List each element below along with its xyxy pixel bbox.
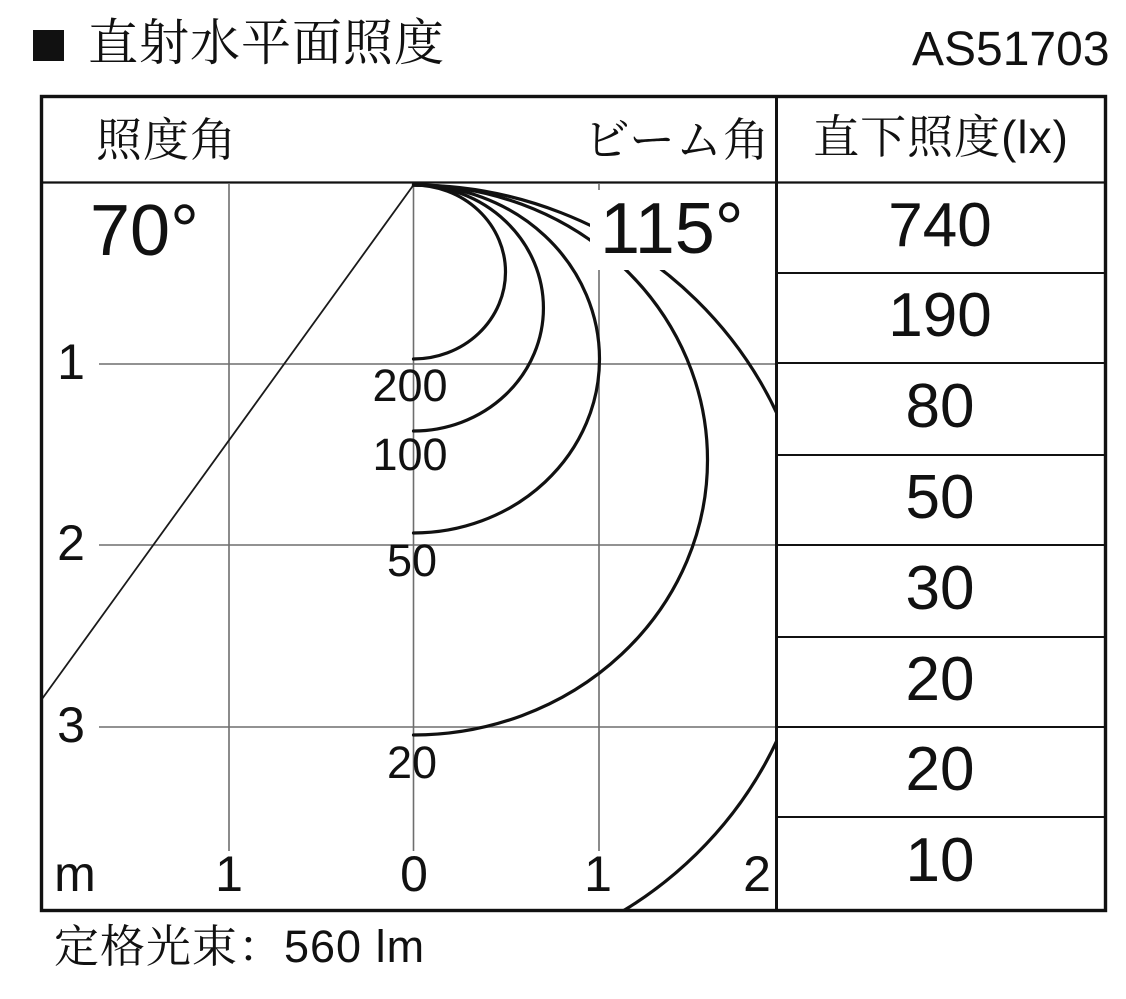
curve-label-200: 200	[372, 360, 448, 411]
table-value-2-0m: 50	[905, 463, 975, 532]
table-value-3-0m: 20	[905, 645, 975, 714]
curve-label-100: 100	[372, 429, 448, 480]
table-value-1-5m: 80	[905, 372, 975, 441]
isolux-curve-50	[414, 185, 600, 533]
rated-flux-note: 定格光束：560 lm	[54, 921, 426, 972]
illuminance-angle-value: 70°	[90, 191, 199, 271]
table-value-3-5m: 20	[905, 735, 975, 804]
product-code: AS51703	[912, 23, 1110, 76]
x-tick-left-1: 1	[215, 846, 243, 902]
x-tick-right-2: 2	[743, 846, 771, 902]
y-tick-1m: 1	[57, 334, 85, 390]
page-title: 直射水平面照度	[88, 15, 445, 71]
table-value-2-5m: 30	[905, 554, 975, 623]
header-direct-illuminance: 直下照度(lx)	[813, 111, 1069, 163]
x-tick-right-1: 1	[584, 846, 612, 902]
y-tick-3m: 3	[57, 697, 85, 753]
table-value-0-5m: 740	[888, 191, 992, 260]
curve-label-50: 50	[386, 535, 438, 586]
y-tick-2m: 2	[57, 515, 85, 571]
curve-label-20: 20	[386, 737, 438, 788]
header-illuminance-angle: 照度角	[96, 114, 237, 166]
header-beam-angle: ビーム角	[583, 114, 770, 166]
table-value-4-0m: 10	[905, 826, 975, 895]
x-tick-0: 0	[400, 846, 428, 902]
beam-angle-value: 115°	[592, 193, 752, 265]
x-tick-unit-m: m	[54, 846, 96, 902]
table-value-1-0m: 190	[888, 281, 992, 350]
